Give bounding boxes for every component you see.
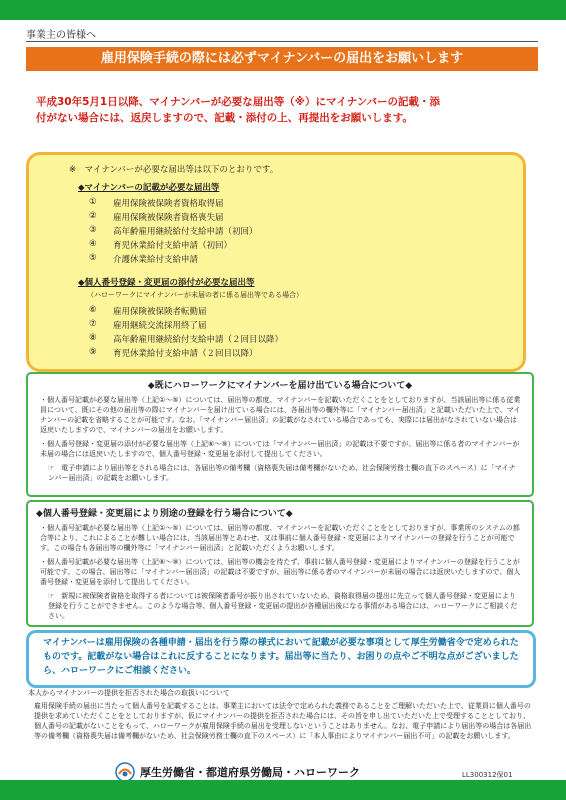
lead-line-1: 平成30年5月1日以降、マイナンバーが必要な届出等（※）にマイナンバーの記載・添	[36, 96, 440, 108]
section2-note: （ハローワークにマイナンバーが未届の者に係る届出等である場合）	[87, 291, 304, 299]
list-item: ⑤ 介護休業給付支給申請	[89, 253, 199, 265]
lead-line-2: 付がない場合には、返戻しますので、記載・添付の上、再提出をお願いします。	[36, 112, 413, 124]
box2-paragraph-2: ・個人番号記載が必要な届出等（上記⑥～⑨）については、届出等の機会を待たず、事前に個人番号登録・変更届によりマイナンバーの登録を行うことが可能です。この場合、届出等に「マイナンバー届出済」の記載は不要ですが、届出等に係る者のマイナンバーが未届の場合には返戻いたしますので、個人番号登録・変更届を添付して提出してください。	[40, 558, 521, 586]
refusal-handling	[28, 688, 536, 741]
lead-notice	[36, 94, 536, 126]
refusal-body: 雇用保険手続の届出に当たって個人番号を記載することは、事業主においては法令で定められた義務であることをご理解いただいた上で、従業員に個人番号の提供を求めていただくことをとしておりますが、仮にマイナンバーの提供を拒否された場合には、その旨を申し出ていただいた上で受理することとしており、個人番号の記載がないことをもって、ハローワークが雇用保険手続の届出を受理しないということはありません。なお、電子申請により届出等の場合は各届出等の備考欄（資格喪失届は備考欄がないため、社会保険労務士欄の直下のスペース）に「本人事由によりマイナンバー届出不可」の記載をお願いします。	[34, 702, 532, 740]
addressee: 事業主の皆様へ	[26, 30, 96, 41]
ministry-logo-icon	[115, 762, 135, 782]
box2-paragraph-1: ・個人番号記載が必要な届出等（上記①～⑤）については、届出等の都度、マイナンバーを記載いただくことをとしておりますが、事業所のシステムの都合等により、これによることが難しい場合には、当該届出等とあわせ、又は事前に個人番号登録・変更届によりマイナンバーの登録を行うことが可能です。この場合も各届出等の欄外等に「マイナンバー届出済」と記載いただくようお願いします。	[40, 524, 520, 552]
refusal-title: 本人からマイナンバーの提供を拒否された場合の取扱いについて	[28, 689, 230, 697]
section2-list	[89, 305, 283, 361]
list-item: ③ 高年齢雇用継続給付支給申請（初回）	[89, 225, 258, 237]
section2-heading: ◆個人番号登録・変更届の添付が必要な届出等	[78, 278, 255, 288]
document-code: LL300312保01	[462, 771, 513, 779]
section1-list	[89, 197, 258, 267]
section1-heading: ◆マイナンバーの記載が必要な届出等	[78, 183, 220, 193]
already-submitted-box	[26, 372, 534, 497]
box1-heading: ◆既にハローワークにマイナンバーを届け出ている場合について◆	[147, 381, 413, 391]
list-item: ② 雇用保険被保険者資格喪失届	[89, 211, 224, 223]
top-green-band	[0, 0, 566, 20]
list-item: ⑧ 高年齢雇用継続給付支給申請（２回目以降）	[89, 333, 284, 345]
box1-paragraph-2: ・個人番号登録・変更届の添付が必要な届出等（上記⑥～⑨）については「マイナンバー届出済」の記載は不要ですが、届出等に係る者のマイナンバーが未届の場合には返戻いたしますので、個人番号登録・変更届を添付して提出してください。	[40, 440, 520, 458]
divider	[26, 41, 538, 42]
box2-heading: ◆個人番号登録・変更届により別途の登録を行う場合について◆	[36, 509, 293, 519]
box2-note: ☞ 新規に被保険者資格を取得する者については被保険者番号が振り出されていないため、資格取得届の提出に先立って個人番号登録・変更届により登録を行うことができません。このような場合等、個人番号登録・変更届の提出が各種届出後になる事情がある場合には、ハローワークにご相談ください。	[48, 592, 518, 620]
box1-note: ☞ 電子申請により届出等をされる場合には、各届出等の備考欄（資格喪失届は備考欄がないため、社会保険労務士欄の直下のスペース）に「マイナンバー届出済」の記載をお願いします。	[48, 464, 516, 482]
list-item: ⑥ 雇用保険被保険者転勤届	[89, 305, 207, 317]
legal-notice-text: マイナンバーは雇用保険の各種申請・届出を行う際の様式において記載が必要な事項として厚生労働省令で定められたものです。記載がない場合はこれに反することになります。届出等に当たり、お困りの点やご不明な点がございましたら、ハローワークにご相談ください。	[43, 638, 519, 676]
list-item: ⑦ 雇用継続交流採用終了届	[89, 319, 207, 331]
required-documents-box	[26, 152, 526, 372]
list-item: ④ 育児休業給付支給申請（初回）	[89, 239, 233, 251]
legal-notice-box	[26, 630, 536, 688]
agency-name: 厚生労働省・都道府県労働局・ハローワーク	[140, 766, 360, 779]
list-item: ⑨ 育児休業給付支給申請（２回目以降）	[89, 347, 258, 359]
required-docs-intro: ※ マイナンバーが必要な届出等は以下のとおりです。	[69, 165, 279, 175]
bottom-green-band	[0, 780, 566, 800]
list-item: ① 雇用保険被保険者資格取得届	[89, 197, 224, 209]
box1-paragraph-1: ・個人番号記載が必要な届出等（上記①～⑤）については、届出等の都度、マイナンバーを記載いただくことをとしておりますが、当該届出等に係る従業員について、既にその他の届出等の際にマイナンバーを届け出ている場合には、各届出等の欄外等に「マイナンバー届出済」と記載いただいた上で、マイナンバーの記載を省略することが可能です。なお、「マイナンバー届出済」の記載がなされている場合であっても、実際には届出がなされていない場合は返戻いたしますので、マイナンバーの届出をお願いします。	[40, 396, 521, 434]
separate-registration-box	[26, 500, 534, 627]
page-title: 雇用保険手続の際には必ずマイナンバーの届出をお願いします	[26, 47, 538, 71]
